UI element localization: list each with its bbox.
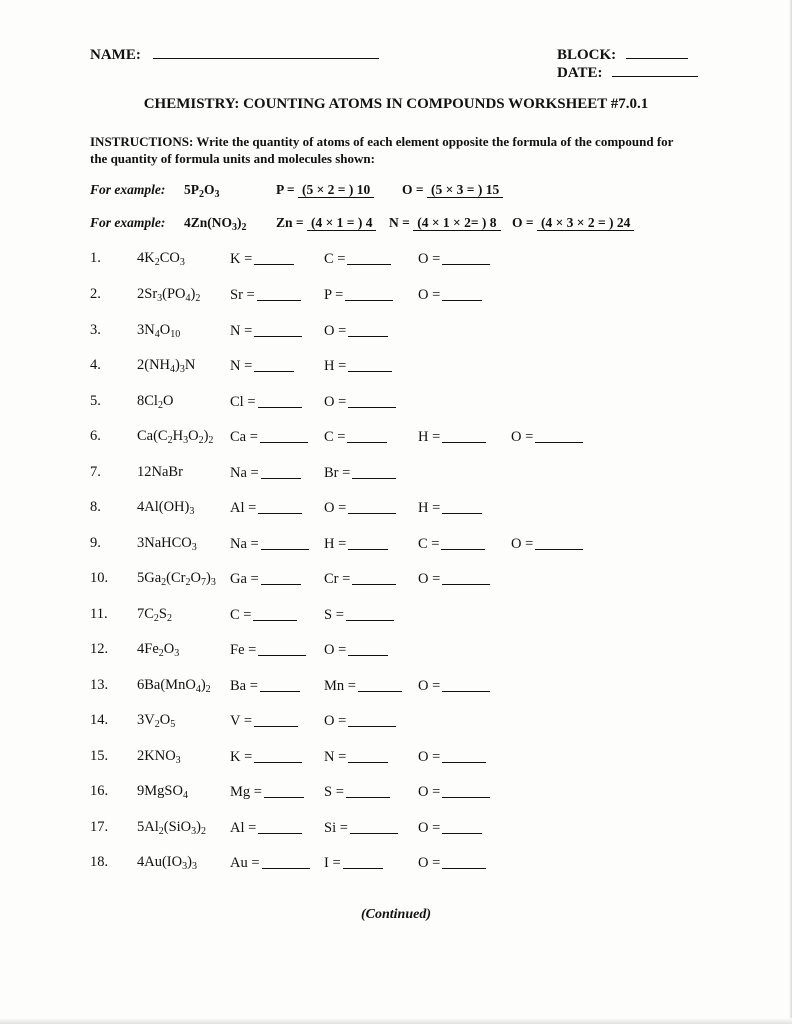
element-label: Na = bbox=[230, 536, 259, 552]
example-1 bbox=[90, 182, 165, 198]
element-answer-cell bbox=[418, 286, 482, 304]
element-answer-cell bbox=[324, 641, 388, 659]
problem-formula: $7C_2S_2$ bbox=[137, 606, 172, 624]
element-label: N = bbox=[230, 358, 253, 374]
answer-blank[interactable] bbox=[348, 357, 392, 372]
problem-formula: $3N_4O_{10}$ bbox=[137, 322, 181, 340]
block-blank[interactable] bbox=[626, 45, 688, 59]
element-label: Mn = bbox=[324, 678, 356, 694]
answer-blank[interactable] bbox=[261, 464, 301, 479]
element-label: C = bbox=[324, 429, 346, 445]
answer-blank[interactable] bbox=[442, 570, 490, 585]
problem-number: 1. bbox=[90, 250, 101, 266]
element-label: P = bbox=[324, 287, 344, 303]
element-answer-cell bbox=[418, 783, 490, 801]
problem-number: 4. bbox=[90, 357, 101, 373]
problem-row bbox=[0, 357, 792, 381]
element-label: Na = bbox=[230, 465, 259, 481]
answer-blank[interactable] bbox=[253, 606, 297, 621]
example-2-part-n: N = (4 × 1 × 2= ) 8 bbox=[389, 215, 501, 231]
name-field bbox=[90, 45, 379, 64]
element-answer-cell bbox=[324, 570, 396, 588]
element-answer-cell bbox=[230, 641, 306, 659]
element-label: O = bbox=[418, 287, 441, 303]
element-label: Cr = bbox=[324, 571, 351, 587]
example-1-formula: $5P_2O_3$ bbox=[184, 182, 220, 200]
example-2-part-o: O = (4 × 3 × 2 = ) 24 bbox=[512, 215, 634, 231]
problem-row bbox=[0, 748, 792, 772]
element-answer-cell bbox=[324, 357, 392, 375]
answer-blank[interactable] bbox=[352, 570, 396, 585]
answer-blank[interactable] bbox=[442, 286, 482, 301]
name-blank[interactable] bbox=[153, 45, 379, 59]
element-answer-cell bbox=[324, 748, 388, 766]
answer-blank[interactable] bbox=[348, 535, 388, 550]
problem-formula: $6Ba(MnO_4)_2$ bbox=[137, 677, 211, 695]
element-label: N = bbox=[324, 749, 347, 765]
element-label: H = bbox=[324, 536, 347, 552]
element-label: O = bbox=[324, 642, 347, 658]
problem-number: 8. bbox=[90, 499, 101, 515]
answer-blank[interactable] bbox=[347, 250, 391, 265]
name-label: NAME: bbox=[90, 47, 141, 63]
element-answer-cell bbox=[324, 854, 383, 872]
date-blank[interactable] bbox=[612, 63, 698, 77]
element-answer-cell bbox=[230, 286, 301, 304]
element-answer-cell bbox=[230, 748, 302, 766]
answer-blank[interactable] bbox=[347, 428, 387, 443]
example-2-formula: $4Zn(NO_3)_2$ bbox=[184, 215, 247, 233]
problem-number: 12. bbox=[90, 641, 109, 657]
problem-formula: $4Au(IO_3)_3$ bbox=[137, 854, 197, 872]
element-answer-cell bbox=[230, 322, 302, 340]
problem-number: 15. bbox=[90, 748, 109, 764]
answer-blank[interactable] bbox=[264, 783, 304, 798]
problem-formula: 3NaHCO$_3$ bbox=[137, 535, 197, 553]
problem-row bbox=[0, 641, 792, 665]
example-2 bbox=[90, 215, 165, 231]
example-answer: (4 × 3 × 2 = ) 24 bbox=[537, 215, 634, 231]
problem-row bbox=[0, 819, 792, 843]
element-label: Cl = bbox=[230, 394, 256, 410]
element-label: O = bbox=[324, 713, 347, 729]
element-label: O = bbox=[418, 784, 441, 800]
problem-number: 2. bbox=[90, 286, 101, 302]
answer-blank[interactable] bbox=[343, 854, 383, 869]
problem-number: 7. bbox=[90, 464, 101, 480]
date-field bbox=[557, 63, 698, 82]
element-answer-cell bbox=[324, 428, 387, 446]
answer-blank[interactable] bbox=[350, 819, 398, 834]
element-answer-cell bbox=[230, 819, 302, 837]
problem-row bbox=[0, 606, 792, 630]
element-label: C = bbox=[230, 607, 252, 623]
element-answer-cell bbox=[230, 677, 300, 695]
answer-blank[interactable] bbox=[535, 535, 583, 550]
problem-row bbox=[0, 322, 792, 346]
problem-number: 17. bbox=[90, 819, 109, 835]
problem-number: 5. bbox=[90, 393, 101, 409]
element-answer-cell bbox=[230, 712, 298, 730]
element-answer-cell bbox=[230, 783, 304, 801]
problem-formula: $5Al_2(SiO_3)_2$ bbox=[137, 819, 206, 837]
element-label: H = bbox=[324, 358, 347, 374]
problem-row bbox=[0, 535, 792, 559]
element-answer-cell bbox=[230, 428, 308, 446]
element-label: Al = bbox=[230, 500, 257, 516]
element-answer-cell bbox=[230, 464, 301, 482]
answer-blank[interactable] bbox=[254, 250, 294, 265]
element-label: O = bbox=[418, 251, 441, 267]
problem-number: 18. bbox=[90, 854, 109, 870]
element-label: V = bbox=[230, 713, 253, 729]
problem-formula: $4K_2CO_3$ bbox=[137, 250, 185, 268]
example-answer: (4 × 1 = ) 4 bbox=[307, 215, 377, 231]
problem-row bbox=[0, 712, 792, 736]
element-label: Br = bbox=[324, 465, 351, 481]
element-label: O = bbox=[324, 500, 347, 516]
element-answer-cell bbox=[324, 712, 396, 730]
problem-row bbox=[0, 428, 792, 452]
element-answer-cell bbox=[418, 748, 486, 766]
element-answer-cell bbox=[511, 428, 583, 446]
problem-formula: $2KNO_3$ bbox=[137, 748, 181, 766]
problem-row bbox=[0, 854, 792, 878]
element-label: H = bbox=[418, 500, 441, 516]
problem-row bbox=[0, 677, 792, 701]
answer-blank[interactable] bbox=[254, 748, 302, 763]
answer-blank[interactable] bbox=[348, 393, 396, 408]
element-answer-cell bbox=[324, 464, 396, 482]
element-answer-cell bbox=[324, 322, 388, 340]
continued-note: (Continued) bbox=[360, 907, 431, 922]
element-label: Fe = bbox=[230, 642, 257, 658]
example-answer: (5 × 3 = ) 15 bbox=[427, 182, 503, 198]
problem-row bbox=[0, 393, 792, 417]
element-label: O = bbox=[511, 536, 534, 552]
element-label: C = bbox=[324, 251, 346, 267]
element-answer-cell bbox=[230, 393, 302, 411]
element-label: I = bbox=[324, 855, 341, 871]
problem-formula: $4Fe_2O_3$ bbox=[137, 641, 180, 659]
problem-row bbox=[0, 250, 792, 274]
problem-number: 11. bbox=[90, 606, 108, 622]
element-label: Mg = bbox=[230, 784, 262, 800]
answer-blank[interactable] bbox=[352, 464, 396, 479]
element-answer-cell bbox=[230, 606, 297, 624]
element-answer-cell bbox=[324, 535, 388, 553]
problem-formula: $2(NH_4)_3N$ bbox=[137, 357, 196, 375]
answer-blank[interactable] bbox=[348, 322, 388, 337]
answer-blank[interactable] bbox=[442, 854, 486, 869]
element-label: Sr = bbox=[230, 287, 255, 303]
problem-row bbox=[0, 783, 792, 807]
problem-row bbox=[0, 499, 792, 523]
problem-formula: $5Ga_2(Cr_2O_7)_3$ bbox=[137, 570, 216, 588]
element-answer-cell bbox=[230, 357, 294, 375]
block-label: BLOCK: bbox=[557, 47, 617, 63]
element-label: O = bbox=[418, 749, 441, 765]
answer-blank[interactable] bbox=[442, 499, 482, 514]
example-2-part-zn: Zn = (4 × 1 = ) 4 bbox=[276, 215, 376, 231]
problem-formula: $4Al(OH)_3$ bbox=[137, 499, 195, 517]
problem-formula: 12NaBr bbox=[137, 464, 183, 480]
answer-blank[interactable] bbox=[260, 677, 300, 692]
example-1-part-o: O = (5 × 3 = ) 15 bbox=[402, 182, 503, 198]
answer-blank[interactable] bbox=[258, 641, 306, 656]
answer-blank[interactable] bbox=[261, 535, 309, 550]
problem-number: 6. bbox=[90, 428, 101, 444]
answer-blank[interactable] bbox=[254, 322, 302, 337]
example-label: For example: bbox=[90, 215, 166, 230]
problem-number: 14. bbox=[90, 712, 109, 728]
problem-number: 10. bbox=[90, 570, 109, 586]
answer-blank[interactable] bbox=[346, 783, 390, 798]
element-answer-cell bbox=[418, 854, 486, 872]
element-answer-cell bbox=[324, 819, 398, 837]
example-answer: (4 × 1 × 2= ) 8 bbox=[413, 215, 500, 231]
scan-bottom-shadow bbox=[0, 1018, 792, 1024]
answer-blank[interactable] bbox=[258, 499, 302, 514]
answer-blank[interactable] bbox=[254, 357, 294, 372]
element-answer-cell bbox=[418, 428, 486, 446]
answer-blank[interactable] bbox=[358, 677, 402, 692]
problem-row bbox=[0, 286, 792, 310]
element-label: Al = bbox=[230, 820, 257, 836]
element-answer-cell bbox=[324, 783, 390, 801]
element-label: S = bbox=[324, 607, 344, 623]
problem-row bbox=[0, 570, 792, 594]
element-answer-cell bbox=[230, 535, 309, 553]
answer-blank[interactable] bbox=[260, 428, 308, 443]
example-label: For example: bbox=[90, 182, 166, 197]
element-label: C = bbox=[418, 536, 440, 552]
answer-blank[interactable] bbox=[261, 570, 301, 585]
answer-blank[interactable] bbox=[258, 819, 302, 834]
element-label: O = bbox=[418, 855, 441, 871]
problem-formula: $Ca(C_2H_3O_2)_2$ bbox=[137, 428, 214, 446]
element-answer-cell bbox=[324, 286, 393, 304]
element-answer-cell bbox=[230, 570, 301, 588]
element-answer-cell bbox=[418, 677, 490, 695]
element-answer-cell bbox=[230, 250, 294, 268]
element-label: O = bbox=[324, 323, 347, 339]
example-1-part-p: P = (5 × 2 = ) 10 bbox=[276, 182, 374, 198]
problem-formula: 9MgSO$_4$ bbox=[137, 783, 188, 801]
answer-blank[interactable] bbox=[442, 748, 486, 763]
problem-row bbox=[0, 464, 792, 488]
element-answer-cell bbox=[230, 499, 302, 517]
element-answer-cell bbox=[418, 499, 482, 517]
element-label: Si = bbox=[324, 820, 348, 836]
answer-blank[interactable] bbox=[535, 428, 583, 443]
answer-blank[interactable] bbox=[345, 286, 393, 301]
answer-blank[interactable] bbox=[348, 748, 388, 763]
worksheet-title: CHEMISTRY: COUNTING ATOMS IN COMPOUNDS WORKSHEET #7.0.1 bbox=[143, 96, 649, 112]
answer-blank[interactable] bbox=[442, 428, 486, 443]
answer-blank[interactable] bbox=[348, 641, 388, 656]
instructions: INSTRUCTIONS: Write the quantity of atoms of each element opposite the formula of the compound for the quantity of formula units and molecules shown: bbox=[90, 134, 674, 166]
problem-number: 3. bbox=[90, 322, 101, 338]
element-label: Ca = bbox=[230, 429, 258, 445]
element-label: K = bbox=[230, 749, 253, 765]
answer-blank[interactable] bbox=[258, 393, 302, 408]
answer-blank[interactable] bbox=[441, 535, 485, 550]
block-field bbox=[557, 45, 688, 64]
element-label: O = bbox=[418, 820, 441, 836]
element-label: Ba = bbox=[230, 678, 258, 694]
element-label: O = bbox=[418, 678, 441, 694]
problem-formula: $3V_2O_5$ bbox=[137, 712, 176, 730]
problem-number: 13. bbox=[90, 677, 109, 693]
element-label: H = bbox=[418, 429, 441, 445]
answer-blank[interactable] bbox=[348, 499, 396, 514]
answer-blank[interactable] bbox=[442, 819, 482, 834]
answer-blank[interactable] bbox=[346, 606, 394, 621]
element-answer-cell bbox=[324, 606, 394, 624]
answer-blank[interactable] bbox=[257, 286, 301, 301]
element-answer-cell bbox=[324, 677, 402, 695]
problem-formula: $8Cl_2O$ bbox=[137, 393, 174, 411]
element-label: Ga = bbox=[230, 571, 259, 587]
element-answer-cell bbox=[418, 819, 482, 837]
element-label: O = bbox=[418, 571, 441, 587]
element-answer-cell bbox=[418, 250, 490, 268]
element-answer-cell bbox=[511, 535, 583, 553]
answer-blank[interactable] bbox=[262, 854, 310, 869]
answer-blank[interactable] bbox=[254, 712, 298, 727]
element-answer-cell bbox=[230, 854, 310, 872]
answer-blank[interactable] bbox=[442, 783, 490, 798]
element-answer-cell bbox=[324, 499, 396, 517]
answer-blank[interactable] bbox=[348, 712, 396, 727]
element-label: S = bbox=[324, 784, 344, 800]
element-label: N = bbox=[230, 323, 253, 339]
answer-blank[interactable] bbox=[442, 677, 490, 692]
date-label: DATE: bbox=[557, 65, 603, 81]
problem-number: 9. bbox=[90, 535, 101, 551]
problem-number: 16. bbox=[90, 783, 109, 799]
element-answer-cell bbox=[418, 535, 485, 553]
example-answer: (5 × 2 = ) 10 bbox=[298, 182, 374, 198]
element-answer-cell bbox=[324, 393, 396, 411]
answer-blank[interactable] bbox=[442, 250, 490, 265]
element-answer-cell bbox=[324, 250, 391, 268]
element-label: K = bbox=[230, 251, 253, 267]
element-answer-cell bbox=[418, 570, 490, 588]
element-label: Au = bbox=[230, 855, 260, 871]
problem-formula: $2Sr_3(PO_4)_2$ bbox=[137, 286, 201, 304]
element-label: O = bbox=[324, 394, 347, 410]
element-label: O = bbox=[511, 429, 534, 445]
